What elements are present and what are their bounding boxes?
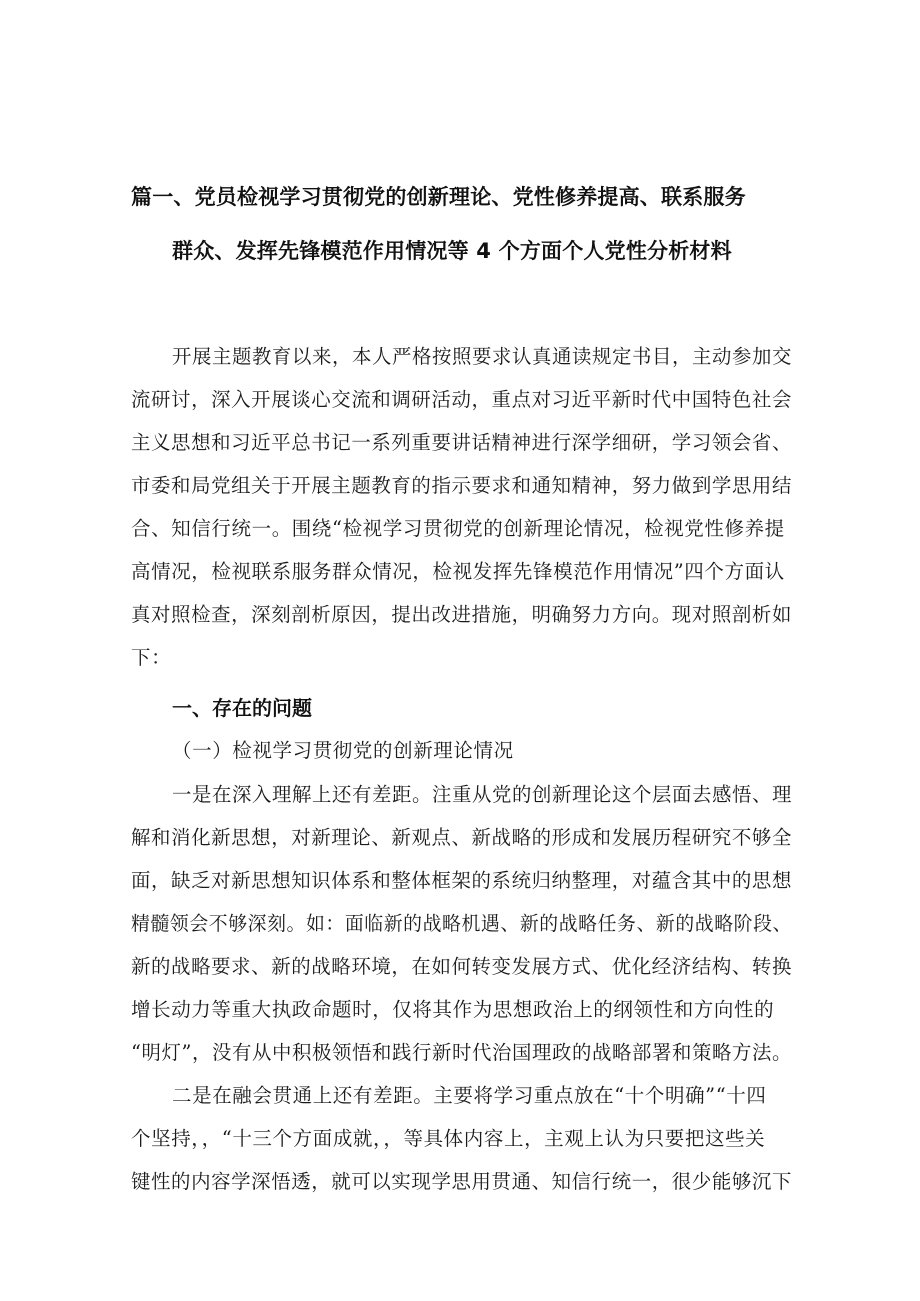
paragraph-1-line: 主义思想和习近平总书记一系列重要讲话精神进行深学细研，学习领会省、 <box>131 431 792 454</box>
paragraph-1-line: 高情况，检视联系服务群众情况，检视发挥先锋模范作用情况”四个方面认 <box>131 560 785 583</box>
paragraph-2-line: 一是在深入理解上还有差距。注重从党的创新理论这个层面去感悟、理 <box>172 783 792 806</box>
paragraph-1-line: 下： <box>131 646 172 669</box>
paragraph-1-line: 合、知信行统一。围绕“检视学习贯彻党的创新理论情况，检视党性修养提 <box>131 517 785 540</box>
paragraph-2-line: “明灯”，没有从中积极领悟和践行新时代治国理政的战略部署和策略方法。 <box>131 1041 793 1064</box>
subsection-heading: （一）检视学习贯彻党的创新理论情况 <box>172 739 514 762</box>
paragraph-2-line: 精髓领会不够深刻。如：面临新的战略机遇、新的战略任务、新的战略阶段、 <box>131 912 792 935</box>
paragraph-2-line: 新的战略要求、新的战略环境，在如何转变发展方式、优化经济结构、转换 <box>131 955 792 978</box>
paragraph-2-line: 面，缺乏对新思想知识体系和整体框架的系统归纳整理，对蕴含其中的思想 <box>131 869 792 892</box>
paragraph-3-line: 个坚持，，“十三个方面成就，，等具体内容上，主观上认为只要把这些关 <box>131 1127 766 1150</box>
paragraph-3-line: 键性的内容学深悟透，就可以实现学思用贯通、知信行统一，很少能够沉下 <box>131 1170 792 1193</box>
paragraph-2-line: 解和消化新思想，对新理论、新观点、新战略的形成和发展历程研究不够全 <box>131 826 792 849</box>
paragraph-1-line: 开展主题教育以来，本人严格按照要求认真通读规定书目，主动参加交 <box>172 345 792 368</box>
section-heading: 一、存在的问题 <box>172 696 312 720</box>
paragraph-3-line: 二是在融会贯通上还有差距。主要将学习重点放在“十个明确”“十四 <box>172 1084 767 1107</box>
paragraph-1-line: 真对照检查，深刻剖析原因，提出改进措施，明确努力方向。现对照剖析如 <box>131 603 792 626</box>
paragraph-1-line: 市委和局党组关于开展主题教育的指示要求和通知精神，努力做到学思用结 <box>131 474 792 497</box>
document-title-line-1: 篇一、党员检视学习贯彻党的创新理论、党性修养提高、联系服务 <box>131 185 746 209</box>
paragraph-1-line: 流研讨，深入开展谈心交流和调研活动，重点对习近平新时代中国特色社会 <box>131 388 792 411</box>
paragraph-2-line: 增长动力等重大执政命题时，仅将其作为思想政治上的纲领性和方向性的 <box>131 998 775 1021</box>
document-title-line-2: 群众、发挥先锋模范作用情况等 4 个方面个人党性分析材料 <box>172 239 732 263</box>
